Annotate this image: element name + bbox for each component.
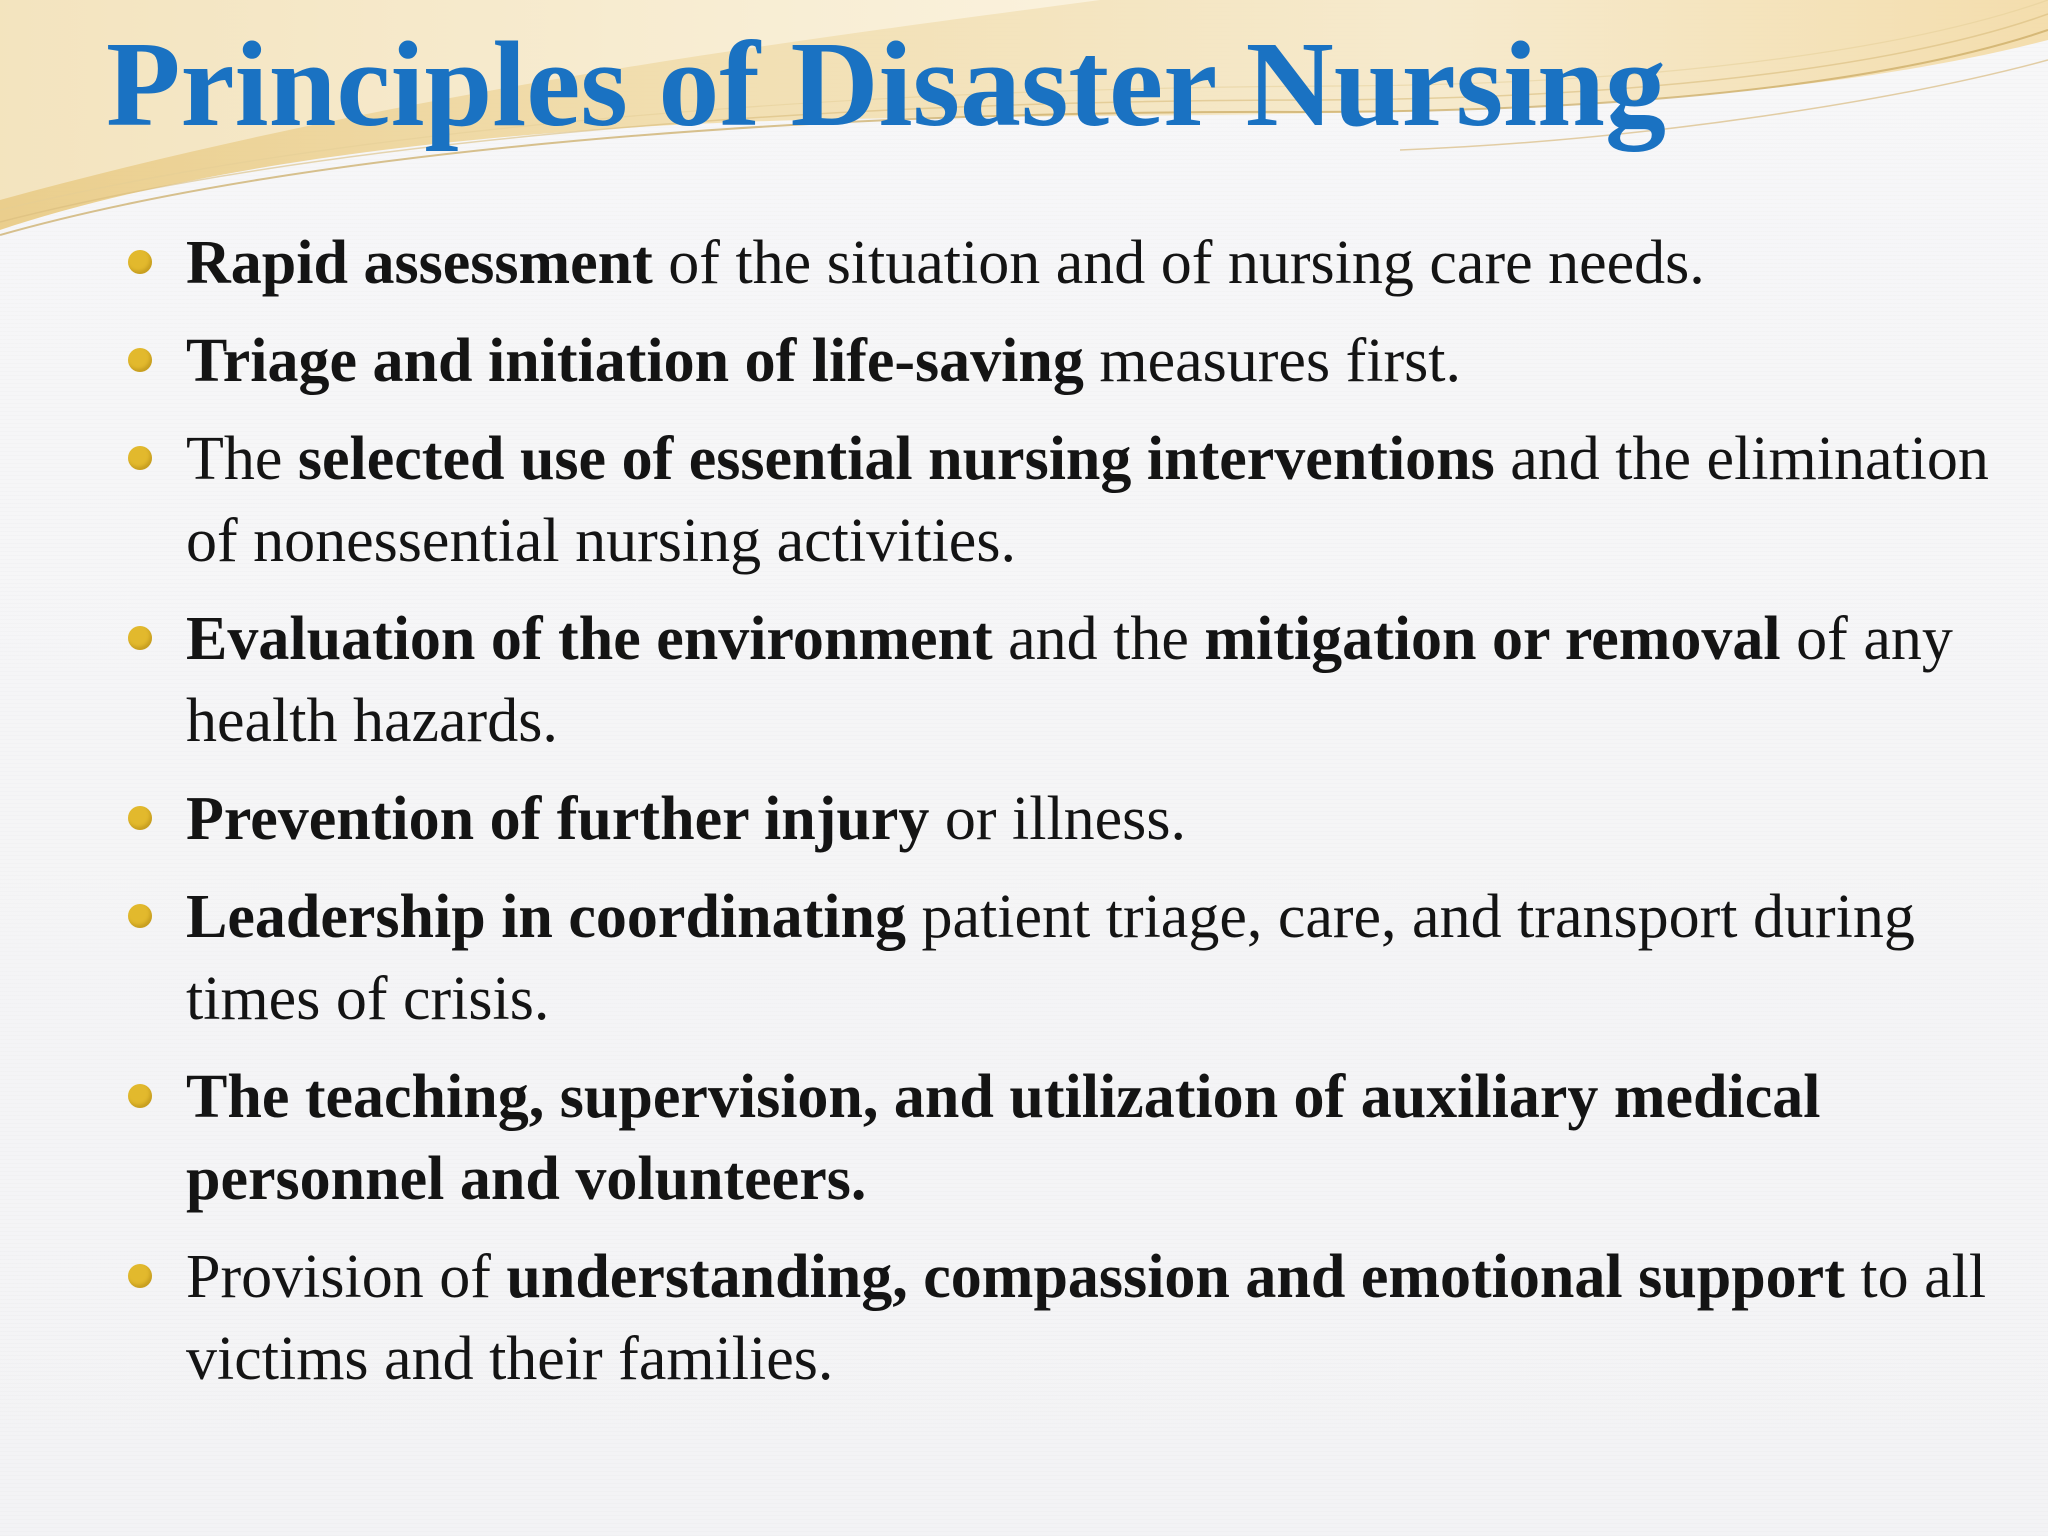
bullet-text: of the situation and of nursing care needs. [652, 229, 1705, 297]
bullet-text: of any health hazards. [186, 605, 1953, 755]
bullet-text: measures first. [1083, 327, 1461, 395]
bullet-item [126, 320, 2006, 402]
bullet-dot-icon [128, 806, 152, 830]
slide-title: Principles of Disaster Nursing [106, 17, 1666, 152]
bullet-text-bold: Triage and initiation of life-saving [186, 327, 1084, 395]
bullet-text-bold: selected use of essential nursing interventions [297, 425, 1495, 493]
bullet-text: patient triage, care, and transport during times of crisis. [186, 883, 1915, 1033]
bullet-list [126, 222, 2006, 1416]
bullet-dot-icon [128, 1084, 152, 1108]
bullet-text: or illness. [929, 785, 1186, 853]
bullet-dot-icon [128, 446, 152, 470]
bullet-text: Provision of [186, 1243, 507, 1311]
bullet-text-bold: understanding, compassion and emotional support [506, 1243, 1845, 1311]
bullet-text: to all victims and their families. [186, 1243, 1987, 1393]
bullet-item [126, 778, 2006, 860]
bullet-text: The [186, 425, 298, 493]
bullet-text-bold: Evaluation of the environment [186, 605, 993, 673]
bullet-text: and the [992, 605, 1205, 673]
bullet-text-bold: The teaching, supervision, and utilization of auxiliary medical personnel and volunteers. [186, 1063, 1821, 1213]
bullet-item [126, 222, 2006, 304]
bullet-text: and the elimination of nonessential nursing activities. [186, 425, 1989, 575]
bullet-text-bold: Prevention of further injury [186, 785, 930, 853]
bullet-item [126, 598, 2006, 762]
bullet-dot-icon [128, 904, 152, 928]
bullet-item [126, 1056, 2006, 1220]
bullet-text-bold: mitigation or removal [1204, 605, 1781, 673]
bullet-text-bold: Rapid assessment [186, 229, 653, 297]
bullet-dot-icon [128, 348, 152, 372]
bullet-dot-icon [128, 1264, 152, 1288]
bullet-item [126, 876, 2006, 1040]
bullet-text-bold: Leadership in coordinating [186, 883, 906, 951]
bullet-item [126, 1236, 2006, 1400]
bullet-dot-icon [128, 250, 152, 274]
bullet-dot-icon [128, 626, 152, 650]
bullet-item [126, 418, 2006, 582]
